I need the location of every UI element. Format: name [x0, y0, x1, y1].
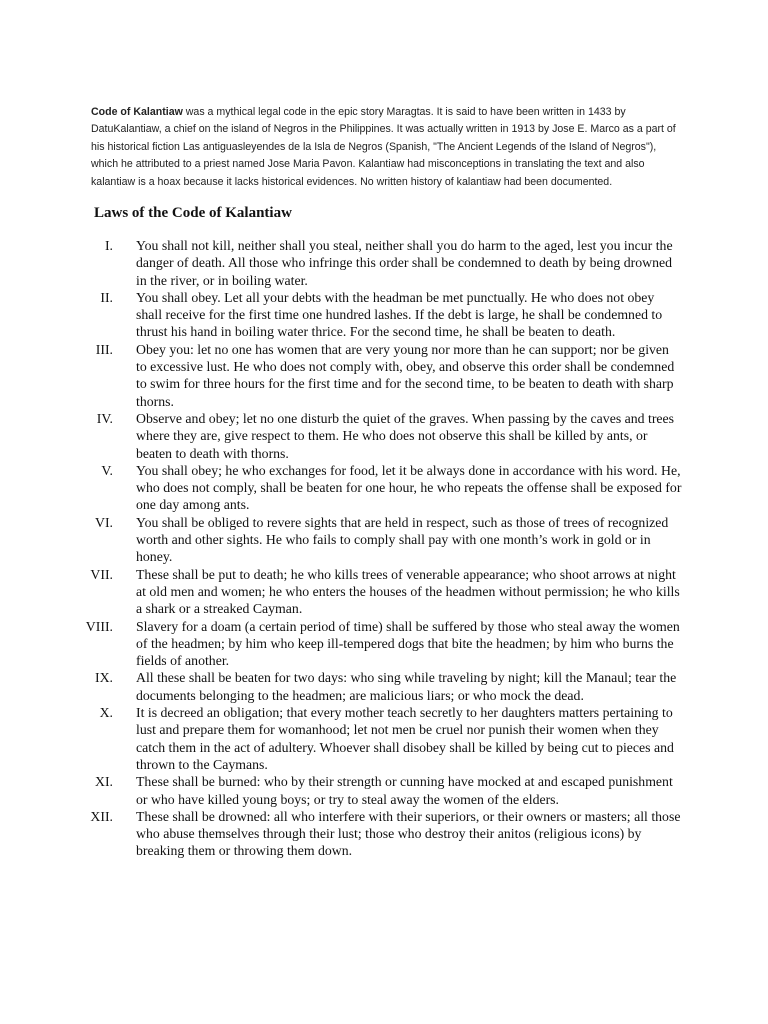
law-text: Slavery for a doam (a certain period of time) shall be suffered by those who steal away the women of the headmen; by him who keep ill-tempered dogs that bite the headmen; by him who burns the fields of another. [136, 618, 680, 669]
law-text: Obey you: let no one has women that are very young nor more than he can support; nor be given to excessive lust. He who does not comply with, obey, and observe this order shall be condemned to swim for three hours for the first time and for the second time, to be beaten to death with sharp thorns. [136, 341, 675, 409]
intro-body: was a mythical legal code in the epic story Maragtas. It is said to have been written in 1433 by DatuKalantiaw, a chief on the island of Negros in the Philippines. It was actually written in 1913 by Jose E. Marco as a part of his historical fiction Las antiguasleyendes de la Isla de Negros (Spanish, "The Ancient Legends of the Island of Negros"), which he attributed to a priest named Jose Maria Pavon. Kalantiaw had misconceptions in translating the text and also kalantiaw is a hoax because it lacks historical evidences. No written history of kalantiaw had been documented. [91, 105, 676, 188]
law-number: X. [99, 705, 113, 721]
law-item [60, 237, 682, 289]
law-number: IX. [94, 670, 113, 686]
law-number: VII. [90, 566, 113, 582]
law-text: All these shall be beaten for two days: who sing while traveling by night; kill the Manaul; tear the documents belonging to the headmen; are malicious liars; or who mock the dead. [136, 670, 677, 703]
law-number: III. [95, 341, 113, 357]
law-item [60, 618, 682, 670]
law-text: These shall be burned: who by their strength or cunning have mocked at and escaped punishment or who have killed young boys; or try to steal away the women of the elders. [136, 774, 673, 807]
law-number: VIII. [85, 618, 113, 634]
law-number: VI. [94, 514, 113, 530]
law-text: It is decreed an obligation; that every mother teach secretly to her daughters matters pertaining to lust and prepare them for womanhood; let not men be cruel nor punish their women when they catch them in the act of adultery. Whoever shall disobey shall be killed by being cut to pieces and thrown to the Caymans. [136, 705, 674, 772]
laws-list [60, 237, 682, 860]
law-item [60, 773, 682, 808]
law-number: XI. [94, 774, 113, 790]
law-number: I. [104, 238, 113, 253]
law-number: XII. [90, 808, 113, 824]
law-number: V. [101, 462, 113, 478]
law-text: You shall obey; he who exchanges for food, let it be always done in accordance with his word. He, who does not comply, shall be beaten for one hour, he who repeats the offense shall be exposed for one day among ants. [136, 462, 682, 513]
law-item [60, 669, 682, 704]
law-item [60, 514, 682, 566]
law-text: You shall not kill, neither shall you steal, neither shall you do harm to the aged, lest you incur the danger of death. All those who infringe this order shall be condemned to death by being drowned in the river, or in boiling water. [136, 238, 673, 288]
law-item [60, 566, 682, 618]
law-text: You shall be obliged to revere sights that are held in respect, such as those of trees of recognized worth and other sights. He who fails to comply shall pay with one month’s work in gold or in honey. [136, 514, 669, 565]
section-heading: Laws of the Code of Kalantiaw [94, 205, 292, 221]
law-item [60, 704, 682, 773]
law-number: IV. [96, 410, 113, 426]
law-text: You shall obey. Let all your debts with the headman be met punctually. He who does not obey shall receive for the first time one hundred lashes. If the debt is large, he shall be condemned to thrust his hand in boiling water thrice. For the second time, he shall be beaten to death. [136, 289, 663, 340]
law-text: These shall be drowned: all who interfere with their superiors, or their owners or masters; all those who abuse themselves through their lust; those who destroy their anitos (religious icons) by breaking them or throwing them down. [136, 808, 681, 859]
law-item [60, 410, 682, 462]
intro-term: Code of Kalantiaw [91, 105, 183, 118]
law-item [60, 462, 682, 514]
law-text: Observe and obey; let no one disturb the quiet of the graves. When passing by the caves and trees where they are, give respect to them. He who does not observe this shall be killed by ants, or beaten to death with thorns. [136, 410, 675, 461]
law-number: II. [100, 289, 113, 305]
intro-paragraph [91, 104, 679, 192]
law-text: These shall be put to death; he who kills trees of venerable appearance; who shoot arrows at night at old men and women; he who enters the houses of the headmen without permission; he who kills a shark or a streaked Cayman. [136, 566, 680, 617]
law-item [60, 341, 682, 410]
law-item [60, 808, 682, 860]
law-item [60, 289, 682, 341]
